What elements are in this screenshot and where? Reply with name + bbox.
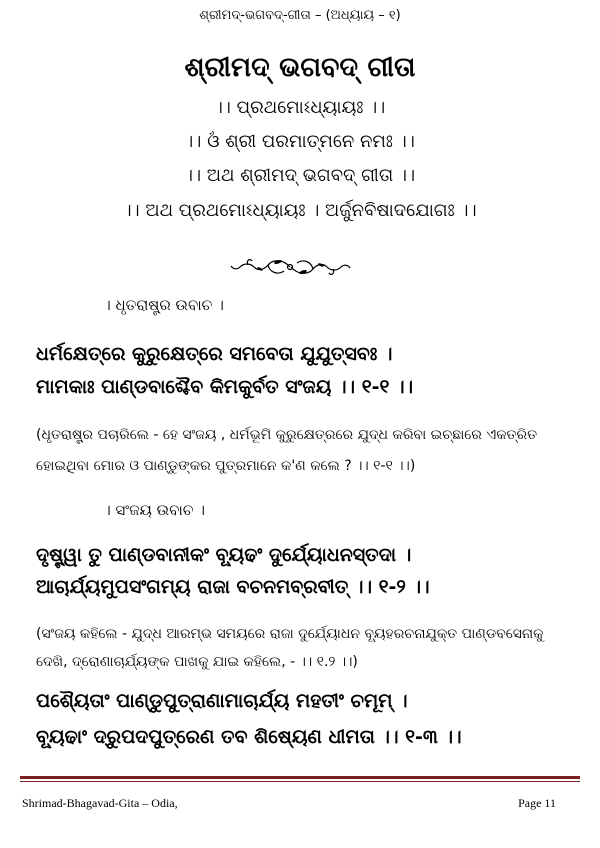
- translation-1-1-line-1: (ଧୃତରାଷ୍ଟ୍ର ପଚାରିଲେ - ହେ ସଂଜୟ , ଧର୍ମଭୂମି କୁରୁକ୍ଷେତ୍ରରେ ଯୁଦ୍ଧ କରିବା ଇଚ୍ଛାରେ ଏକତ୍ରିତ: [36, 427, 538, 443]
- running-header: ଶ୍ରୀମଦ୍-ଭଗବଦ୍-ଗୀତା – (ଅଧ୍ୟାୟ – ୧): [199, 8, 401, 23]
- page-number: Page 11: [518, 796, 556, 810]
- speaker-sanjaya: । ସଂଜୟ ଉବାଚ ।: [104, 501, 205, 519]
- translation-1-2-line-1: (ସଂଜୟ କହିଲେ - ଯୁଦ୍ଧ ଆରମ୍ଭ ସମୟରେ ରାଜା ଦୁର୍ଯ୍ୟୋଧନ ବ୍ୟୂହରଚନାଯୁକ୍ତ ପାଣ୍ଡବସେନାକୁ: [36, 626, 544, 642]
- verse-1-1-line-1: ଧର୍ମକ୍ଷେତ୍ରେ କୁରୁକ୍ଷେତ୍ରେ ସମବେତା ଯୁଯୁତ୍ସବଃ ।: [36, 343, 393, 365]
- speaker-dhritarashtra: । ଧୃତରାଷ୍ଟ୍ର ଉବାଚ ।: [104, 296, 224, 314]
- chapter-heading: ।। ପ୍ରଥମୋଽଧ୍ୟାୟଃ ।।: [214, 97, 386, 118]
- verse-1-1-line-2: ମାମକାଃ ପାଣ୍ଡବାଶ୍ଚୈବ କିମକୁର୍ବତ ସଂଜୟ ।। ୧-୧ ।।: [36, 376, 414, 398]
- page-title: ଶ୍ରୀମଦ୍ ଭଗବଦ୍ ଗୀତା: [184, 52, 416, 83]
- verse-1-2-line-2: ଆଚାର୍ଯ୍ୟମୁପସଂଗମ୍ୟ ରାଜା ବଚନମବ୍ରବୀତ୍ ।। ୧-୨ ।।: [36, 576, 430, 598]
- intro-line: ।। ଅଥ ଶ୍ରୀମଦ୍ ଭଗବଦ୍ ଗୀତା ।।: [184, 165, 416, 186]
- footer-book-title: Shrimad-Bhagavad-Gita – Odia,: [22, 796, 178, 810]
- translation-1-1-line-2: ହୋଇଥିବା ମୋର ଓ ପାଣ୍ଡୁଙ୍କର ପୁତ୍ରମାନେ କ'ଣ କଲେ ? ।। ୧-୧ ।।): [36, 458, 416, 474]
- invocation-line: ।। ଓଁ ଶ୍ରୀ ପରମାତ୍ମନେ ନମଃ ।।: [185, 131, 415, 152]
- verse-1-3-line-2: ବ୍ୟୂଢାଂ ଦ୍ରୁପଦପୁତ୍ରେଣ ତବ ଶିଷ୍ୟେଣ ଧୀମତା ।। ୧-୩ ।।: [36, 726, 462, 748]
- chapter-subtitle: ।। ଅଥ ପ୍ରଥମୋଽଧ୍ୟାୟଃ । ଅର୍ଜୁନବିଷାଦଯୋଗଃ ।।: [123, 200, 477, 221]
- footer-rule: [20, 776, 580, 779]
- translation-1-2-line-2: ଦେଖି, ଦ୍ରୋଣାଚାର୍ଯ୍ୟଙ୍କ ପାଖକୁ ଯାଇ କହିଲେ, - ।। ୧.୨ ।।): [36, 654, 358, 670]
- verse-1-2-line-1: ଦୃଷ୍ଟ୍ୱା ତୁ ପାଣ୍ଡବାନୀକଂ ବ୍ୟୂଢଂ ଦୁର୍ଯ୍ୟୋଧନସ୍ତଦା ।: [36, 544, 412, 566]
- footer-rule-thin: [20, 781, 580, 782]
- verse-1-3-line-1: ପଶ୍ୟୈତାଂ ପାଣ୍ଡୁପୁତ୍ରାଣାମାଚାର୍ଯ୍ୟ ମହତୀଂ ଚମୂମ୍ ।: [36, 690, 408, 712]
- floral-divider-icon: [228, 255, 353, 279]
